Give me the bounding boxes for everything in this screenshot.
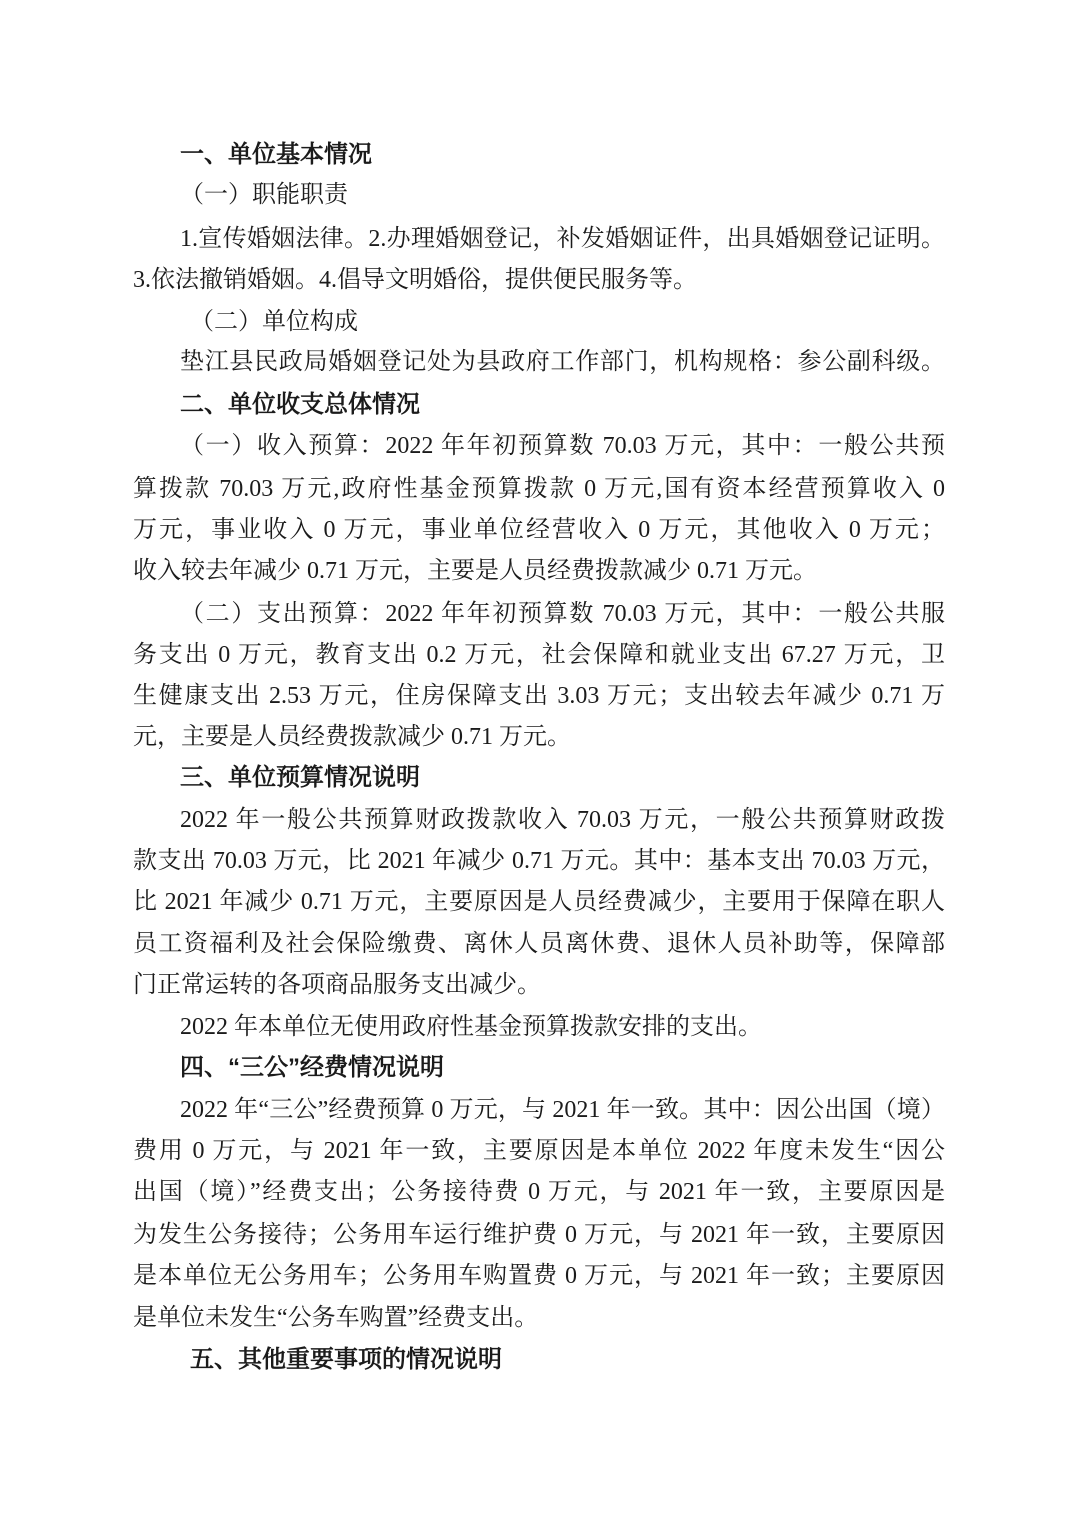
- paragraph-line: 比 2021 年减少 0.71 万元，主要原因是人员经费减少，主要用于保障在职人: [133, 889, 945, 915]
- paragraph-line: 生健康支出 2.53 万元，住房保障支出 3.03 万元；支出较去年减少 0.71 万: [133, 683, 945, 709]
- subsection-heading: （一）职能职责: [180, 182, 348, 208]
- paragraph-line: 元，主要是人员经费拨款减少 0.71 万元。: [133, 724, 571, 750]
- paragraph-line: （二）支出预算：2022 年年初预算数 70.03 万元，其中：一般公共服: [180, 601, 945, 627]
- paragraph-line: 1.宣传婚姻法律。2.办理婚姻登记，补发婚姻证件，出具婚姻登记证明。: [180, 226, 945, 252]
- paragraph-line: 3.依法撤销婚姻。4.倡导文明婚俗，提供便民服务等。: [133, 267, 697, 293]
- paragraph-line: 2022 年本单位无使用政府性基金预算拨款安排的支出。: [180, 1014, 762, 1040]
- paragraph-line: 款支出 70.03 万元，比 2021 年减少 0.71 万元。其中：基本支出 70.03 万元，: [133, 848, 945, 874]
- paragraph-line: 收入较去年减少 0.71 万元，主要是人员经费拨款减少 0.71 万元。: [133, 558, 817, 584]
- paragraph-line: 务支出 0 万元，教育支出 0.2 万元，社会保障和就业支出 67.27 万元，卫: [133, 642, 945, 668]
- paragraph-line: 费用 0 万元，与 2021 年一致，主要原因是本单位 2022 年度未发生“因公: [133, 1138, 945, 1164]
- section-heading: 二、单位收支总体情况: [180, 391, 420, 418]
- paragraph-line: （一）收入预算：2022 年年初预算数 70.03 万元，其中：一般公共预: [180, 433, 945, 459]
- section-heading: 五、其他重要事项的情况说明: [190, 1346, 502, 1373]
- paragraph-line: 门正常运转的各项商品服务支出减少。: [133, 972, 541, 998]
- section-heading: 一、单位基本情况: [180, 141, 372, 168]
- paragraph-line: 是单位未发生“公务车购置”经费支出。: [133, 1305, 539, 1331]
- paragraph-line: 垫江县民政局婚姻登记处为县政府工作部门，机构规格：参公副科级。: [180, 349, 945, 375]
- paragraph-line: 员工资福利及社会保险缴费、离休人员离休费、退休人员补助等，保障部: [133, 931, 945, 957]
- section-heading: 四、“三公”经费情况说明: [180, 1054, 444, 1081]
- paragraph-line: 是本单位无公务用车；公务用车购置费 0 万元，与 2021 年一致；主要原因: [133, 1263, 945, 1289]
- paragraph-line: 万元，事业收入 0 万元，事业单位经营收入 0 万元，其他收入 0 万元；: [133, 517, 945, 543]
- paragraph-line: 为发生公务接待；公务用车运行维护费 0 万元，与 2021 年一致，主要原因: [133, 1222, 945, 1248]
- paragraph-line: 算拨款 70.03 万元,政府性基金预算拨款 0 万元,国有资本经营预算收入 0: [133, 476, 945, 502]
- paragraph-line: 2022 年一般公共预算财政拨款收入 70.03 万元，一般公共预算财政拨: [180, 807, 945, 833]
- section-heading: 三、单位预算情况说明: [180, 764, 420, 791]
- paragraph-line: 2022 年“三公”经费预算 0 万元，与 2021 年一致。其中：因公出国（境）: [180, 1097, 945, 1123]
- subsection-heading: （二）单位构成: [190, 309, 358, 335]
- paragraph-line: 出国（境）”经费支出；公务接待费 0 万元，与 2021 年一致，主要原因是: [133, 1179, 945, 1205]
